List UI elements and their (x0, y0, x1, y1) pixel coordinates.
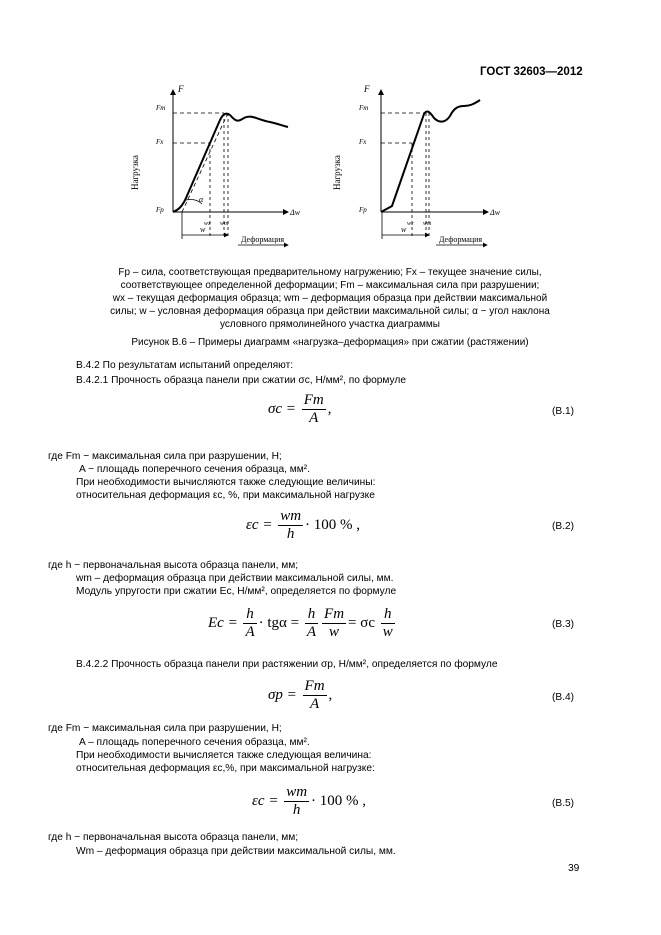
where1-c: При необходимости вычисляются также следующие величины: (76, 477, 376, 488)
xlabel-right: Деформация (439, 235, 483, 244)
where4-a: где h − первоначальная высота образца панели, мм; (48, 832, 299, 843)
equation-label-b5: (В.5) (552, 798, 575, 809)
where4-b: Wm – деформация образца при действии максимальной силы, мм. (76, 846, 396, 857)
where3-b: A – площадь поперечного сечения образца, мм². (79, 737, 310, 748)
diagram-right (332, 84, 501, 245)
equation-b3: Ec = $\frac{h}{A}$ · tgα = $\frac{h}{A}$ $\frac{Fm}{w}$ = σc $\frac{h}{w}$ (208, 606, 393, 640)
angle-label-left: α (199, 195, 204, 204)
figure-caption: Рисунок В.6 – Примеры диаграмм «нагрузка–деформация» при сжатии (растяжении) (131, 337, 529, 348)
tick-fx-left: Fx (156, 138, 164, 146)
axis-label-f-right: F (364, 84, 370, 94)
where2-c: Модуль упругости при сжатии Ec, Н/мм², определяется по формуле (76, 586, 397, 597)
equation-b5: εc = $\frac{wm}{h}$ · 100 % , (252, 784, 367, 818)
legend-line: wx – текущая деформация образца; wm – деформация образца при действии максимальной (112, 293, 548, 304)
axis-label-dw-left: Δw (290, 208, 301, 217)
para-b421: В.4.2.1 Прочность образца панели при сжатии σc, Н/мм², по формуле (76, 375, 407, 386)
tick-fp-left: Fp (156, 206, 164, 214)
equation-label-b2: (В.2) (552, 521, 575, 532)
tick-fm-right: Fm (359, 104, 369, 112)
legend-line: условного прямолинейного участка диаграммы (220, 319, 440, 330)
where3-d: относительная деформация εc,%, при максимальной нагрузке: (76, 763, 375, 774)
where1-d: относительная деформация εc, %, при максимальной нагрузке (76, 490, 375, 501)
equation-b4: σp = $\frac{Fm}{A}$ , (268, 678, 333, 712)
figure-legend (60, 266, 600, 331)
where3-a: где Fm − максимальная сила при разрушении, Н; (48, 723, 282, 734)
equation-b1: σc = $\frac{Fm}{A}$ , (268, 392, 332, 426)
legend-line: Fp – сила, соответствующая предварительному нагружению; Fx – текущее значение силы, (118, 267, 542, 278)
tick-wm-left: wm (220, 221, 229, 227)
curve-left (173, 114, 288, 212)
tick-wm-right: wm (423, 221, 432, 227)
legend-line: соответствующее определенной деформации; Fm – максимальная сила при разрушении; (120, 280, 540, 291)
curve-right (381, 100, 480, 212)
tick-fx-right: Fx (359, 138, 367, 146)
standard-number: ГОСТ 32603—2012 (480, 66, 583, 78)
where2-a: где h − первоначальная высота образца панели, мм; (48, 560, 299, 571)
where1-b: A − площадь поперечного сечения образца, мм². (79, 464, 310, 475)
axis-label-dw-right: Δw (490, 208, 501, 217)
diagram-left (130, 84, 301, 245)
tick-fp-right: Fp (359, 206, 367, 214)
tick-wx-left: wx (204, 221, 211, 227)
equation-label-b3: (В.3) (552, 619, 575, 630)
tick-w-right: w (401, 225, 407, 234)
legend-line: силы; w – условная деформация образца при действии максимальной силы; α − угол наклона (110, 306, 550, 317)
para-b421-intro: В.4.2 По результатам испытаний определяют: (76, 360, 294, 371)
tick-fm-left: Fm (156, 104, 166, 112)
page-number: 39 (568, 863, 580, 874)
where1-a: где Fm − максимальная сила при разрушении, Н; (48, 451, 282, 462)
ylabel-right: Нагрузка (332, 155, 342, 190)
load-deformation-diagrams (120, 82, 550, 252)
equation-b2: εc = $\frac{wm}{h}$ · 100 % , (246, 508, 361, 542)
where2-b: wm – деформация образца при действии максимальной силы, мм. (76, 573, 394, 584)
tick-w-left: w (200, 225, 206, 234)
para-b422: В.4.2.2 Прочность образца панели при растяжении σp, Н/мм², определяется по формуле (76, 659, 498, 670)
ylabel-left: Нагрузка (130, 155, 140, 190)
equation-label-b4: (В.4) (552, 692, 575, 703)
equation-label-b1: (В.1) (552, 406, 575, 417)
tick-wx-right: wx (407, 221, 414, 227)
where3-c: При необходимости вычисляется также следующая величина: (76, 750, 372, 761)
axis-label-f-left: F (178, 84, 184, 94)
xlabel-left: Деформация (241, 235, 285, 244)
